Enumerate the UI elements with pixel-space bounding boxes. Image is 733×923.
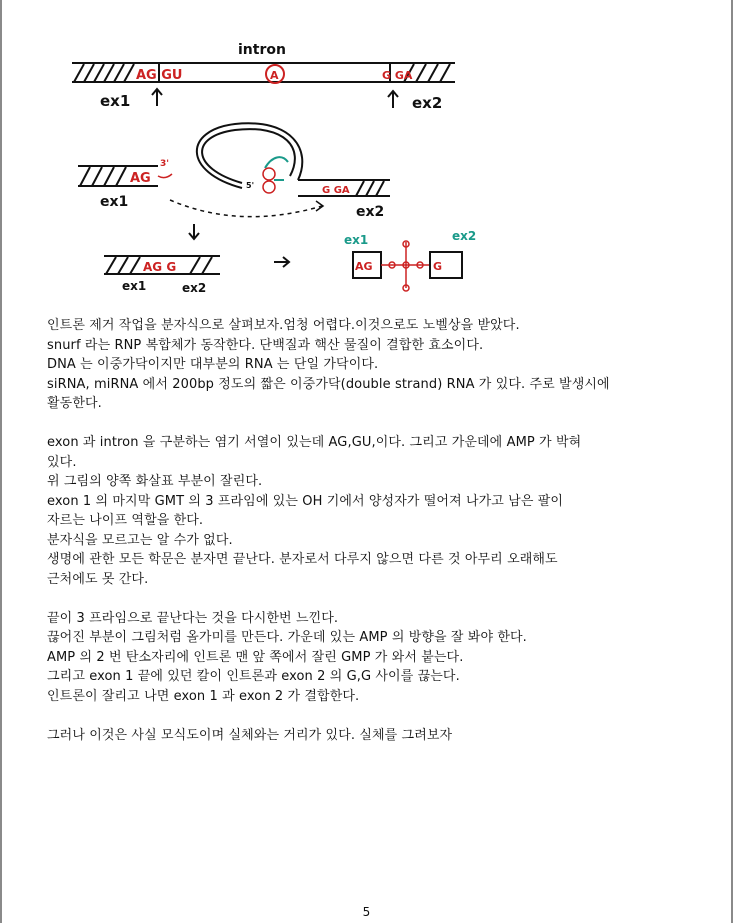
text-line: 활동한다. <box>47 396 102 411</box>
text-line: 위 그림의 양쪽 화살표 부분이 잘린다. <box>47 474 263 489</box>
pre-mrna-strand <box>72 42 455 112</box>
down-arrow-icon <box>189 224 199 239</box>
ligated-exons <box>104 256 220 295</box>
mid-3prime-label: 3' <box>160 159 170 169</box>
mid-exon1-hatching <box>80 167 126 186</box>
lariat-ag-label: AG <box>355 260 373 273</box>
paragraph-2 <box>47 433 687 589</box>
text-line: snurf 라는 RNP 복합체가 동작한다. 단백질과 핵산 물질이 결합한 효소이다. <box>47 337 484 353</box>
paragraph-3 <box>47 609 687 707</box>
mid-ex2-label: ex2 <box>356 204 385 220</box>
text-line: 있다. <box>47 454 77 470</box>
mid-5prime-label: 5' <box>246 181 255 190</box>
splicing-diagram <box>60 38 520 300</box>
bottom-ex2-label: ex2 <box>182 281 207 295</box>
lariat-ex1-label: ex1 <box>344 233 369 247</box>
lariat-ex2-label: ex2 <box>452 229 477 243</box>
text-line: 그러나 이것은 사실 모식도이며 실체와는 거리가 있다. 실체를 그려보자 <box>47 727 453 743</box>
g-ga-label: G GA <box>382 69 413 82</box>
text-line: 인트론 제거 작업을 분자식으로 살펴보자.엄청 어렵다.이것으로도 노벨상을 받았다. <box>47 318 520 333</box>
text-line: 그리고 exon 1 끝에 있던 칼이 인트론과 exon 2 의 G,G 사이를 끊는다. <box>47 669 460 684</box>
bottom-exon2-hatching <box>190 257 212 274</box>
exon1-hatching <box>74 64 134 82</box>
text-line: siRNA, miRNA 에서 200bp 정도의 짧은 이중가닥(double strand) RNA 가 있다. 주로 발생시에 <box>47 376 610 392</box>
bottom-exon1-hatching <box>106 257 140 274</box>
page-left-border <box>0 0 2 923</box>
mid-g-ga-label: G GA <box>322 185 350 196</box>
page-number: 5 <box>362 905 371 919</box>
text-line: 인트론이 잘리고 나면 exon 1 과 exon 2 가 결합한다. <box>47 688 360 704</box>
bottom-ag-g-label: AG G <box>143 260 177 274</box>
dashed-attack-arrow <box>170 200 322 217</box>
text-line: exon 과 intron 을 구분하는 염기 서열이 있는데 AG,GU,이다. 그리고 가운데에 AMP 가 박혀 <box>47 435 582 450</box>
paragraph-4 <box>47 726 687 746</box>
paragraph-1 <box>47 316 687 414</box>
lariat-structure <box>344 229 476 291</box>
right-arrow-icon <box>274 257 289 267</box>
mid-exon2-hatching <box>356 181 384 196</box>
branch-a-label: A <box>270 69 279 82</box>
bottom-ex1-label: ex1 <box>122 279 147 293</box>
splicing-diagram-svg <box>60 38 520 300</box>
up-arrow-left-icon <box>152 89 162 106</box>
intron-label: intron <box>238 42 286 58</box>
text-line: 끝이 3 프라임으로 끝난다는 것을 다시한번 느낀다. <box>47 610 339 626</box>
text-line: 근처에도 못 간다. <box>47 571 149 587</box>
text-line: 분자식을 모르고는 알 수가 없다. <box>47 532 233 548</box>
text-line: 생명에 관한 모든 학문은 분자면 끝난다. 분자로서 다루지 않으면 다른 것 아무리 오래해도 <box>47 552 558 567</box>
text-line: DNA 는 이중가닥이지만 대부분의 RNA 는 단일 가닥이다. <box>47 357 379 372</box>
up-arrow-right-icon <box>388 91 398 108</box>
ex2-label-top: ex2 <box>412 94 443 112</box>
lariat-g-label: G <box>433 260 443 273</box>
lariat-loop <box>202 129 295 183</box>
ex1-label-top: ex1 <box>100 92 131 110</box>
lariat-formation <box>78 123 390 220</box>
article-body <box>47 316 687 765</box>
text-line: 자르는 나이프 역할을 한다. <box>47 513 204 528</box>
text-line: AMP 의 2 번 탄소자리에 인트론 맨 앞 쪽에서 잘린 GMP 가 와서 붙는다. <box>47 649 464 665</box>
mid-ag-label: AG <box>130 171 151 186</box>
text-line: 끊어진 부분이 그림처럼 올가미를 만든다. 가운데 있는 AMP 의 방향을 잘 봐야 한다. <box>47 630 527 645</box>
ag-gu-label: AG GU <box>136 68 183 83</box>
text-line: exon 1 의 마지막 GMT 의 3 프라임에 있는 OH 기에서 양성자가 떨어져 나가고 남은 팔이 <box>47 493 564 509</box>
mid-ex1-label: ex1 <box>100 194 129 210</box>
